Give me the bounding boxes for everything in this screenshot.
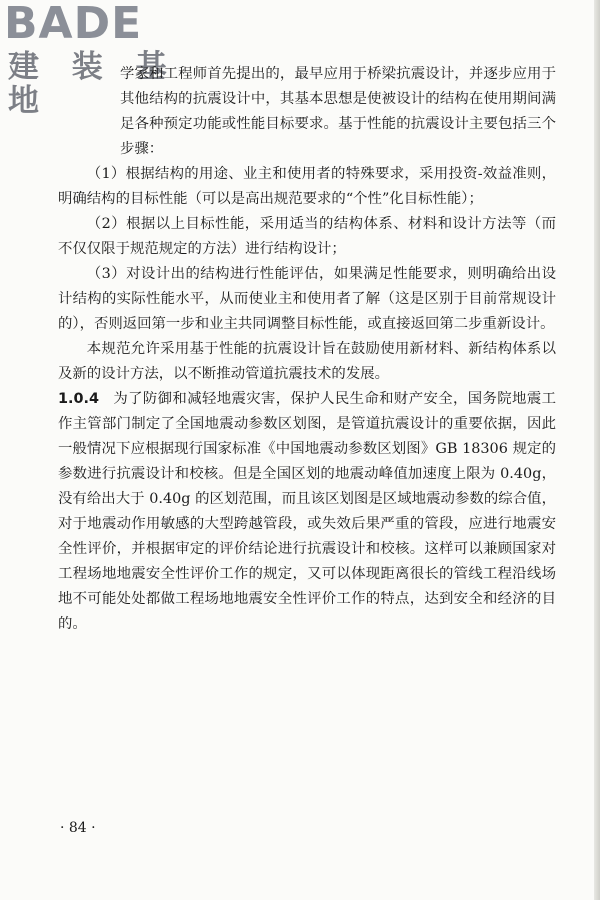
paragraph-continuation: 学家和工程师首先提出的，最早应用于桥梁抗震设计，并逐步应用于其他结构的抗震设计中，其基本思想是使被设计的结构在使用期间满足各种预定功能或性能目标要求。基于性能的抗震设计主要包括三个步骤： [120,66,556,157]
body-text [58,62,556,637]
logo-text-chinese: 建 装 基 地 [8,49,178,119]
clause-text: 为了防御和减轻地震灾害，保护人民生命和财产安全，国务院地震工作主管部门制定了全国地震动参数区划图，是管道抗震设计的重要依据，因此一般情况下应根据现行国家标准《中国地震动参数区划图》GB 18306 规定的参数进行抗震设计和校核。但是全国区划的地震动峰值加速度上限为 0.40g，没有给出大于 0.40g 的区划范围，而且该区划图是区域地震动参数的综合值，对于地震动作用敏感的大型跨越管段，或失效后果严重的管段，应进行地震安全性评价，并根据审定的评价结论进行抗震设计和校核。这样可以兼顾国家对工程场地地震安全性评价工作的规定，又可以体现距离很长的管线工程沿线场地不可能处处都做工程场地地震安全性评价工作的特点，达到安全和经济的目的。 [58,391,556,632]
page-number: · 84 · [60,820,96,836]
paragraph-step-2: （2）根据以上目标性能，采用适当的结构体系、材料和设计方法等（而不仅仅限于规范规定的方法）进行结构设计； [58,216,556,257]
paragraph-summary: 本规范允许采用基于性能的抗震设计旨在鼓励使用新材料、新结构体系以及新的设计方法，以不断推动管道抗震技术的发展。 [58,341,556,382]
clause-paragraph [58,387,556,637]
clause-number: 1.0.4 [58,391,99,407]
paragraph-step-3: （3）对设计出的结构进行性能评估，如果满足性能要求，则明确给出设计结构的实际性能水平，从而使业主和使用者了解（这是区别于目前常规设计的），否则返回第一步和业主共同调整目标性能，或直接返回第二步重新设计。 [58,266,556,332]
scan-edge-shadow [594,0,600,900]
paragraph-step-1: （1）根据结构的用途、业主和使用者的特殊要求，采用投资-效益准则，明确结构的目标性能（可以是高出规范要求的“个性”化目标性能）； [58,166,556,207]
logo-text-bade: BADE [4,0,143,49]
